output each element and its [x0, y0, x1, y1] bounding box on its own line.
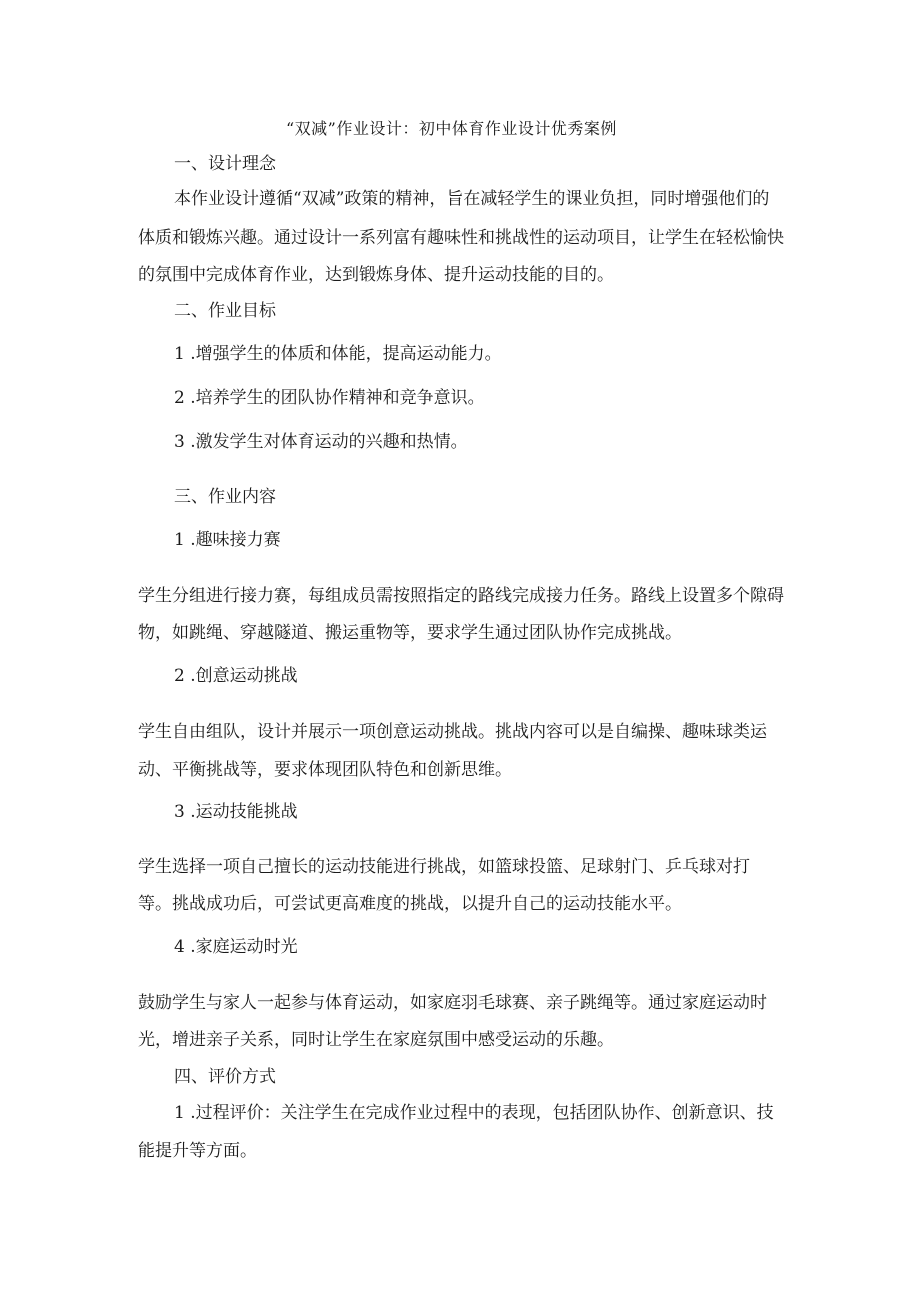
paragraph-line: 学生选择一项自己擅长的运动技能进行挑战，如篮球投篮、足球射门、乒乓球对打 [138, 857, 750, 877]
paragraph-line: 鼓励学生与家人一起参与体育运动，如家庭羽毛球赛、亲子跳绳等。通过家庭运动时 [138, 993, 767, 1013]
content-item-title: 4 .家庭运动时光 [174, 937, 298, 957]
paragraph-line: 体质和锻炼兴趣。通过设计一系列富有趣味性和挑战性的运动项目，让学生在轻松愉快 [138, 228, 784, 248]
list-item: 2 .培养学生的团队协作精神和竞争意识。 [174, 388, 485, 408]
document-title: “双减”作业设计：初中体育作业设计优秀案例 [286, 119, 617, 138]
paragraph-line: 本作业设计遵循“双减”政策的精神，旨在减轻学生的课业负担，同时增强他们的 [174, 189, 770, 209]
content-item-title: 2 .创意运动挑战 [174, 666, 298, 686]
content-item-title: 3 .运动技能挑战 [174, 802, 298, 822]
paragraph-line: 1 .过程评价：关注学生在完成作业过程中的表现，包括团队协作、创新意识、技 [174, 1103, 774, 1123]
section-heading-goals: 二、作业目标 [174, 301, 276, 321]
section-heading-concept: 一、设计理念 [174, 154, 276, 174]
paragraph-line: 的氛围中完成体育作业，达到锻炼身体、提升运动技能的目的。 [138, 265, 614, 285]
list-item: 1 .增强学生的体质和体能，提高运动能力。 [174, 344, 502, 364]
section-heading-evaluation: 四、评价方式 [174, 1067, 276, 1087]
paragraph-line: 等。挑战成功后，可尝试更高难度的挑战，以提升自己的运动技能水平。 [138, 894, 682, 914]
paragraph-line: 动、平衡挑战等，要求体现团队特色和创新思维。 [138, 760, 512, 780]
paragraph-line: 光，增进亲子关系，同时让学生在家庭氛围中感受运动的乐趣。 [138, 1030, 614, 1050]
paragraph-line: 能提升等方面。 [138, 1141, 257, 1161]
paragraph-line: 学生分组进行接力赛，每组成员需按照指定的路线完成接力任务。路线上设置多个隙碍 [138, 586, 784, 606]
list-item: 3 .激发学生对体育运动的兴趣和热情。 [174, 432, 468, 452]
paragraph-line: 学生自由组队，设计并展示一项创意运动挑战。挑战内容可以是自编操、趣味球类运 [138, 722, 767, 742]
section-heading-content: 三、作业内容 [174, 487, 276, 507]
paragraph-line: 物，如跳绳、穿越隧道、搬运重物等，要求学生通过团队协作完成挑战。 [138, 623, 682, 643]
content-item-title: 1 .趣味接力赛 [174, 530, 281, 550]
